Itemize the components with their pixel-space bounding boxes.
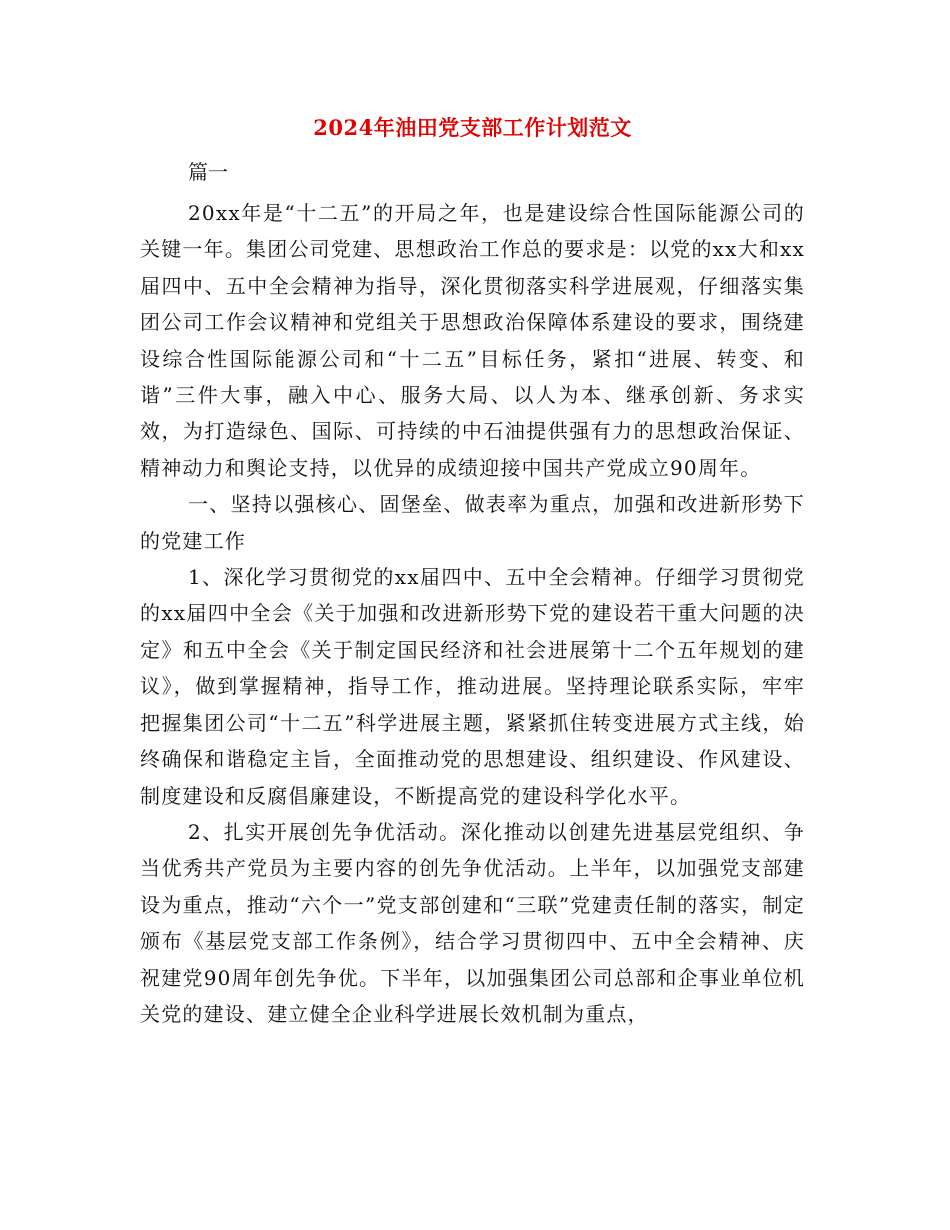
paragraph-item-two: 2、扎实开展创先争优活动。深化推动以创建先进基层党组织、争当优秀共产党员为主要内容的创先争优活动。上半年，以加强党支部建设为重点，推动“六个一”党支部创建和“三联”党建责任制的落实，制定颁布《基层党支部工作条例》，结合学习贯彻四中、五中全会精神、庆祝建党90周年创先争优。下半年，以加强集团公司总部和企事业单位机关党的建设、建立健全企业科学进展长效机制为重点，	[140, 819, 805, 1026]
document-title: 2024年油田党支部工作计划范文	[313, 115, 632, 140]
section-label: 篇一	[188, 160, 228, 184]
paragraph-intro: 20xx年是“十二五”的开局之年，也是建设综合性国际能源公司的关键一年。集团公司党建、思想政治工作总的要求是：以党的xx大和xx届四中、五中全会精神为指导，深化贯彻落实科学进展观，仔细落实集团公司工作会议精神和党组关于思想政治保障体系建设的要求，围绕建设综合性国际能源公司和“十二五”目标任务，紧扣“进展、转变、和谐”三件大事，融入中心、服务大局、以人为本、继承创新、务求实效，为打造绿色、国际、可持续的中石油提供强有力的思想政治保证、精神动力和舆论支持，以优异的成绩迎接中国共产党成立90周年。	[140, 201, 805, 480]
paragraph-heading-one: 一、坚持以强核心、固堡垒、做表率为重点，加强和改进新形势下的党建工作	[140, 492, 805, 553]
document-page	[140, 108, 805, 1032]
paragraph-item-one: 1、深化学习贯彻党的xx届四中、五中全会精神。仔细学习贯彻党的xx届四中全会《关于加强和改进新形势下党的建设若干重大问题的决定》和五中全会《关于制定国民经济和社会进展第十二个五年规划的建议》，做到掌握精神，指导工作，推动进展。坚持理论联系实际，牢牢把握集团公司“十二五”科学进展主题，紧紧抓住转变进展方式主线，始终确保和谐稳定主旨，全面推动党的思想建设、组织建设、作风建设、制度建设和反腐倡廉建设，不断提高党的建设科学化水平。	[140, 565, 805, 808]
